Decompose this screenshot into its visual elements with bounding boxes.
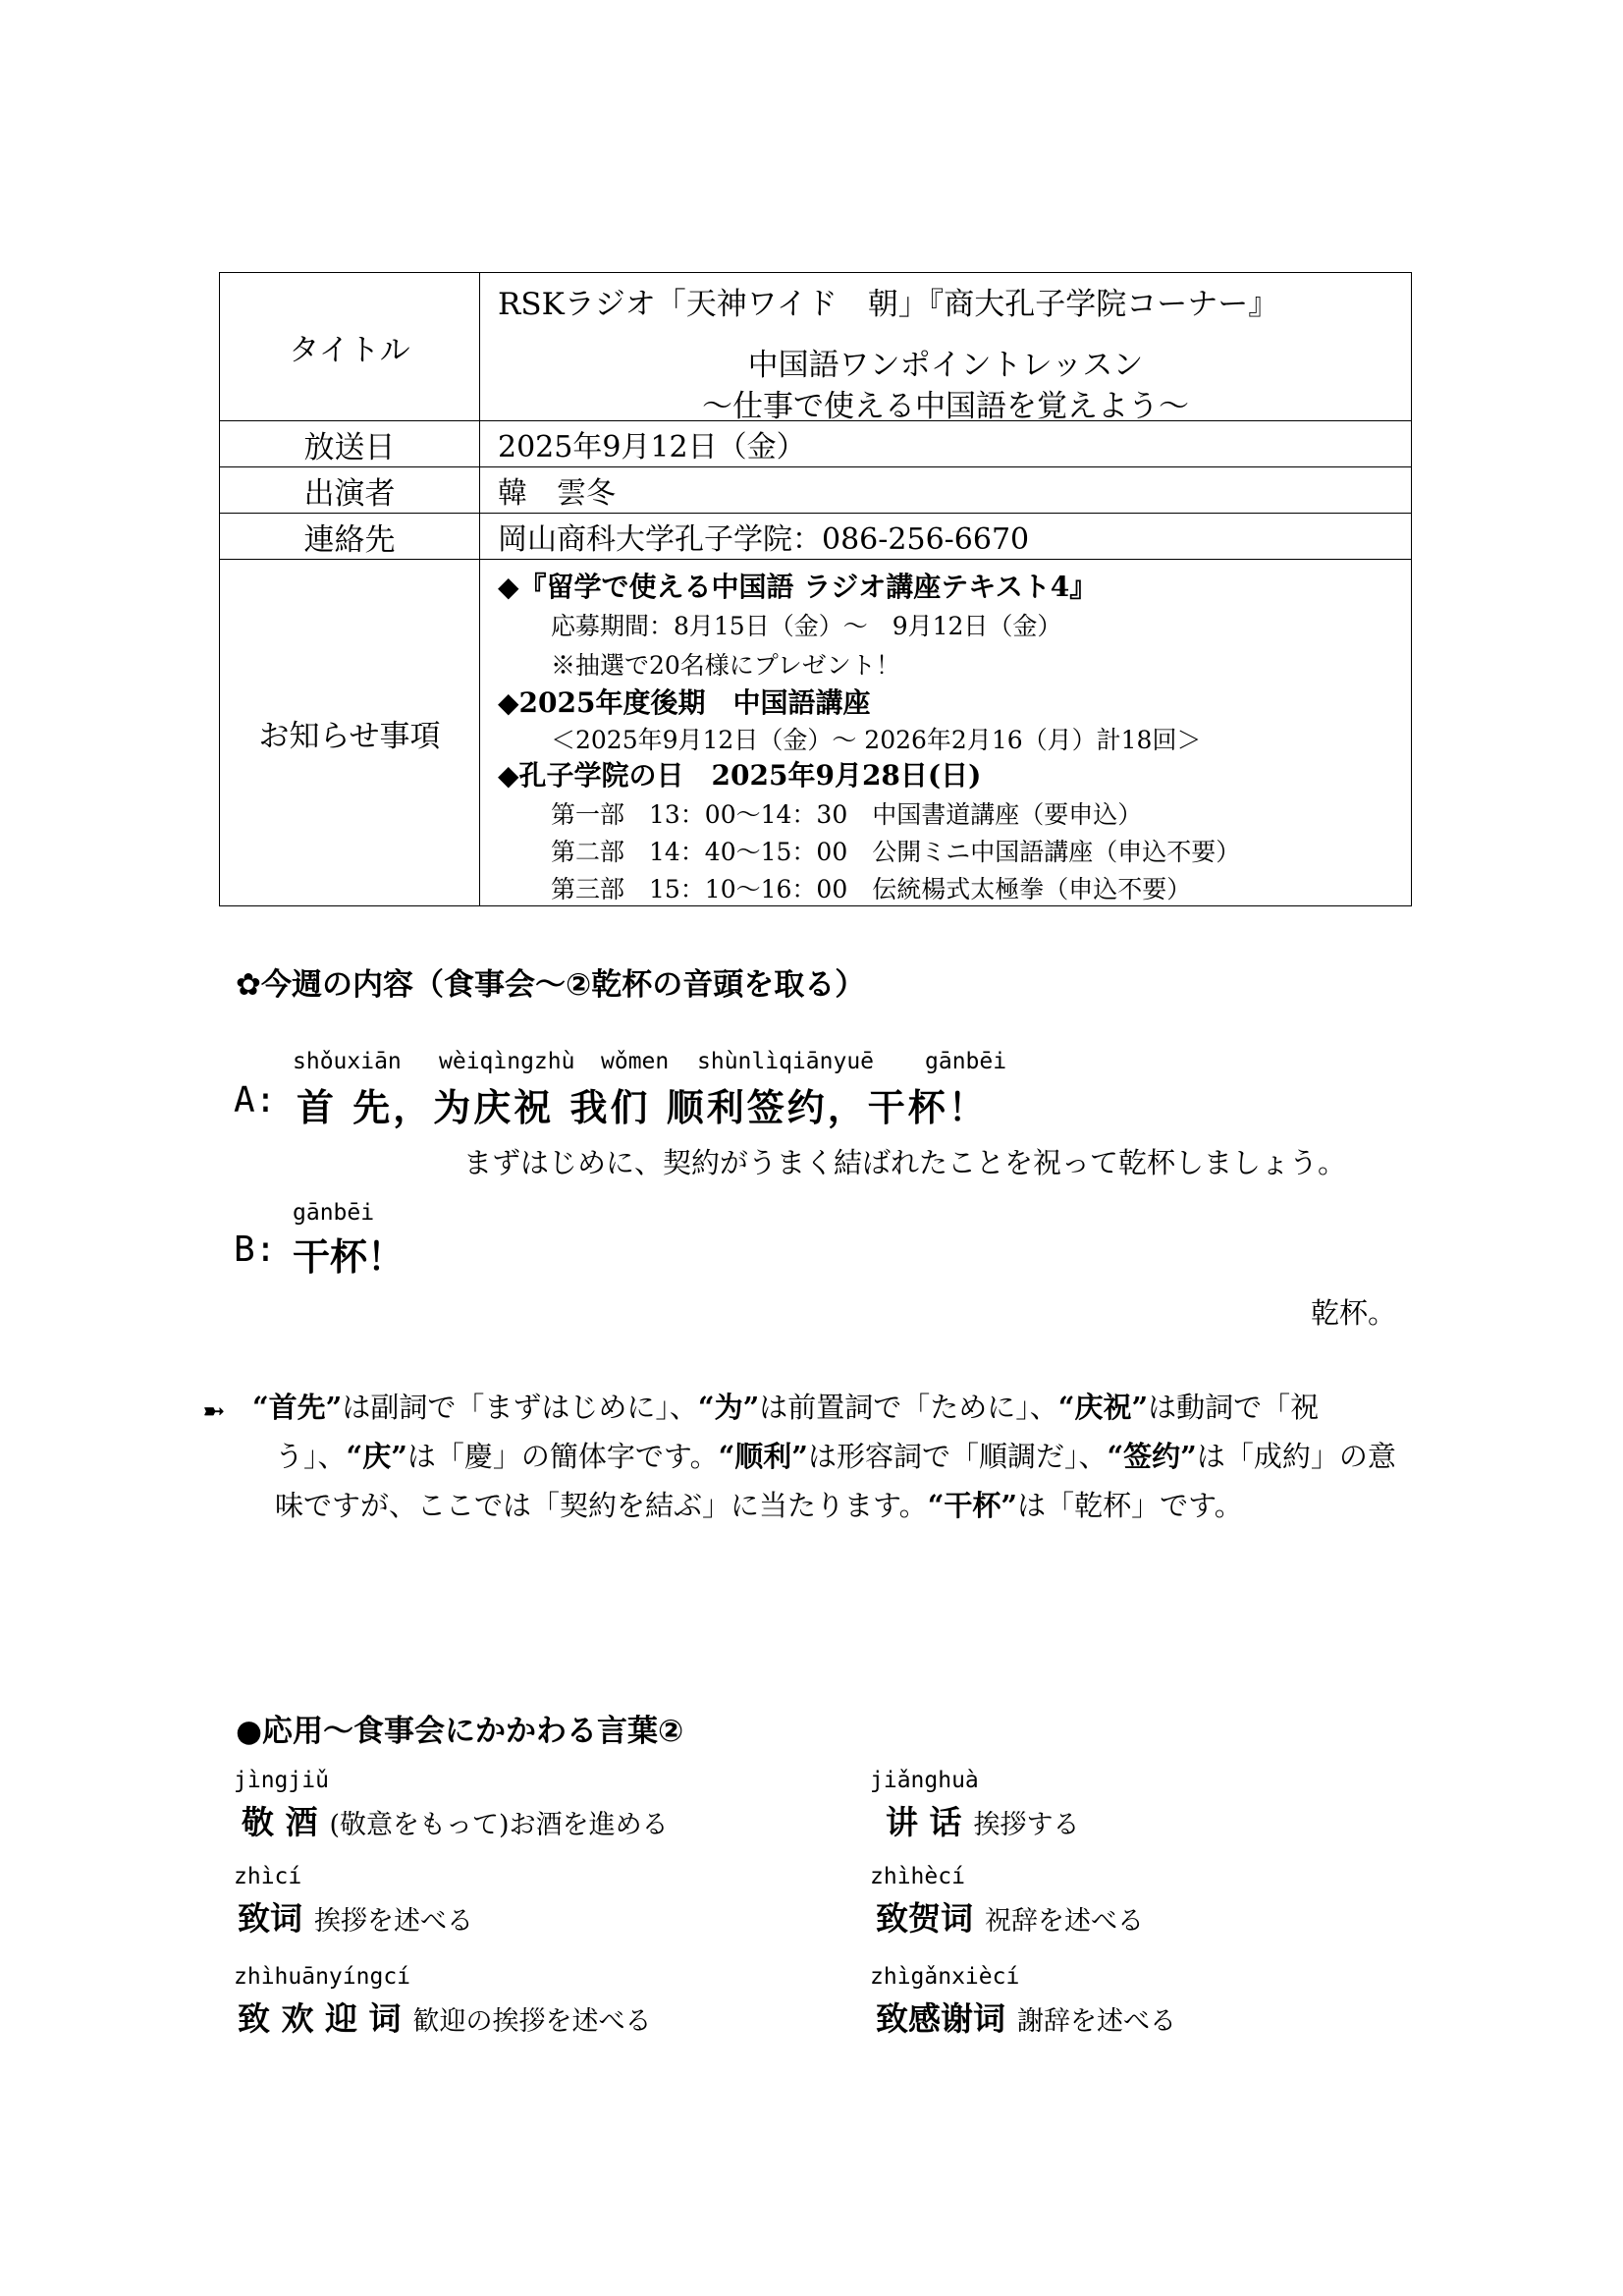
note-term: “签约” bbox=[1107, 1440, 1197, 1473]
notice-item: 第二部 14：40～15：00 公開ミニ中国語講座（申込不要） bbox=[551, 838, 1241, 866]
vocab-pinyin: jìngjiǔ bbox=[234, 1768, 329, 1793]
vocab-pinyin: zhìcí bbox=[234, 1864, 302, 1889]
vocab-item bbox=[886, 1797, 1080, 1843]
title-cell bbox=[480, 273, 1412, 424]
pinyin: gānbēi bbox=[925, 1049, 1007, 1074]
note-text: は「乾杯」です。 bbox=[1017, 1489, 1243, 1522]
title-label: タイトル bbox=[220, 273, 480, 421]
pinyin: gānbēi bbox=[293, 1200, 375, 1226]
vocab-item bbox=[876, 1994, 1176, 2040]
vocab-item bbox=[238, 1994, 651, 2040]
contact-value: 岡山商科大学孔子学院：086-256-6670 bbox=[480, 514, 1412, 560]
vocab-meaning: 祝辞を述べる bbox=[985, 1906, 1144, 1937]
notice-item: ◆2025年度後期 中国語講座 bbox=[498, 686, 871, 719]
note-text: は副詞で「まずはじめに」、 bbox=[342, 1391, 698, 1424]
notice-item: ※抽選で20名様にプレゼント！ bbox=[551, 651, 900, 680]
explanation-paragraph bbox=[252, 1383, 1402, 1530]
vocab-meaning: 挨拶を述べる bbox=[314, 1906, 473, 1937]
performer-value: 韓 雲冬 bbox=[480, 467, 1412, 514]
sentence-a: 首 先，为庆祝 我们 顺利签约，干杯！ bbox=[297, 1085, 989, 1129]
note-term: “顺利” bbox=[718, 1440, 808, 1473]
date-label: 放送日 bbox=[220, 421, 480, 467]
notice-item: 応募期間：8月15日（金）～ 9月12日（金） bbox=[551, 612, 1062, 640]
notice-item: ＜2025年9月12日（金）～ 2026年2月16（月）計18回＞ bbox=[551, 726, 1202, 754]
info-table bbox=[219, 272, 1412, 906]
vocab-word: 敬 酒 bbox=[242, 1803, 318, 1841]
notice-cell bbox=[480, 560, 1412, 906]
translation-a: まずはじめに、契約がうまく結ばれたことを祝って乾杯しましょう。 bbox=[463, 1146, 1347, 1179]
note-text: は「成約」の意味ですが、ここでは「契約を結ぶ」に当たります。 bbox=[275, 1440, 1396, 1522]
vocab-word: 致 欢 迎 词 bbox=[238, 1999, 402, 2038]
title-line-3: ～仕事で使える中国語を覚えよう～ bbox=[702, 389, 1189, 424]
vocab-pinyin: jiǎnghuà bbox=[870, 1768, 979, 1793]
vocab-pinyin: zhìhuānyíngcí bbox=[234, 1964, 411, 1990]
pointer-icon: ➼ bbox=[202, 1394, 226, 1427]
vocab-meaning: 歓迎の挨拶を述べる bbox=[412, 2006, 652, 2037]
pinyin: wǒmen bbox=[601, 1049, 670, 1074]
vocab-word: 致感谢词 bbox=[876, 1999, 1005, 2038]
pinyin: wèiqìngzhù bbox=[439, 1049, 575, 1074]
title-line-1: RSKラジオ「天神ワイド 朝」『商大孔子学院コーナー』 bbox=[498, 287, 1279, 322]
speaker-a: A: bbox=[234, 1080, 277, 1121]
vocab-meaning: (敬意をもって)お酒を進める bbox=[329, 1810, 669, 1840]
notice-item: ◆孔子学院の日 2025年9月28日(日) bbox=[498, 759, 982, 792]
pinyin: shùnlìqiānyuē bbox=[697, 1049, 875, 1074]
vocab-word: 讲 话 bbox=[886, 1803, 962, 1841]
pinyin: shǒuxiān bbox=[293, 1049, 402, 1074]
vocab-word: 致词 bbox=[238, 1899, 302, 1938]
vocab-item bbox=[242, 1797, 669, 1843]
note-term: “干杯” bbox=[927, 1489, 1018, 1522]
vocab-item bbox=[876, 1893, 1144, 1940]
note-term: “庆祝” bbox=[1057, 1391, 1149, 1424]
note-text: は「慶」の簡体字です。 bbox=[406, 1440, 719, 1473]
note-text: は動詞で「祝う」、 bbox=[275, 1391, 1320, 1473]
contact-label: 連絡先 bbox=[220, 514, 480, 560]
notice-item: ◆『留学で使える中国語 ラジオ講座テキスト4』 bbox=[498, 571, 1098, 603]
notice-label: お知らせ事項 bbox=[220, 560, 480, 906]
date-value: 2025年9月12日（金） bbox=[480, 421, 1412, 467]
title-line-2: 中国語ワンポイントレッスン bbox=[747, 348, 1144, 383]
vocab-item bbox=[238, 1893, 473, 1940]
notice-item: 第三部 15：10～16：00 伝統楊式太極拳（申込不要） bbox=[551, 875, 1192, 903]
section-heading-vocab: ●応用～食事会にかかわる言葉② bbox=[236, 1714, 684, 1749]
note-text: は前置詞で「ために」、 bbox=[759, 1391, 1058, 1424]
note-term: “首先” bbox=[252, 1391, 343, 1424]
note-text: は形容詞で「順調だ」、 bbox=[807, 1440, 1108, 1473]
speaker-b: B: bbox=[234, 1230, 277, 1270]
note-term: “庆” bbox=[346, 1440, 407, 1473]
vocab-meaning: 謝辞を述べる bbox=[1017, 2006, 1176, 2037]
note-term: “为” bbox=[697, 1391, 760, 1424]
vocab-meaning: 挨拶する bbox=[973, 1810, 1080, 1840]
vocab-word: 致贺词 bbox=[876, 1899, 973, 1938]
notice-item: 第一部 13：00～14：30 中国書道講座（要申込） bbox=[551, 800, 1143, 829]
translation-b: 乾杯。 bbox=[1311, 1296, 1397, 1330]
section-heading-content: ✿今週の内容（食事会～②乾杯の音頭を取る） bbox=[236, 967, 866, 1003]
sentence-b: 干杯！ bbox=[293, 1234, 406, 1279]
vocab-pinyin: zhìgǎnxiècí bbox=[870, 1964, 1020, 1990]
performer-label: 出演者 bbox=[220, 467, 480, 514]
vocab-pinyin: zhìhècí bbox=[870, 1864, 965, 1889]
